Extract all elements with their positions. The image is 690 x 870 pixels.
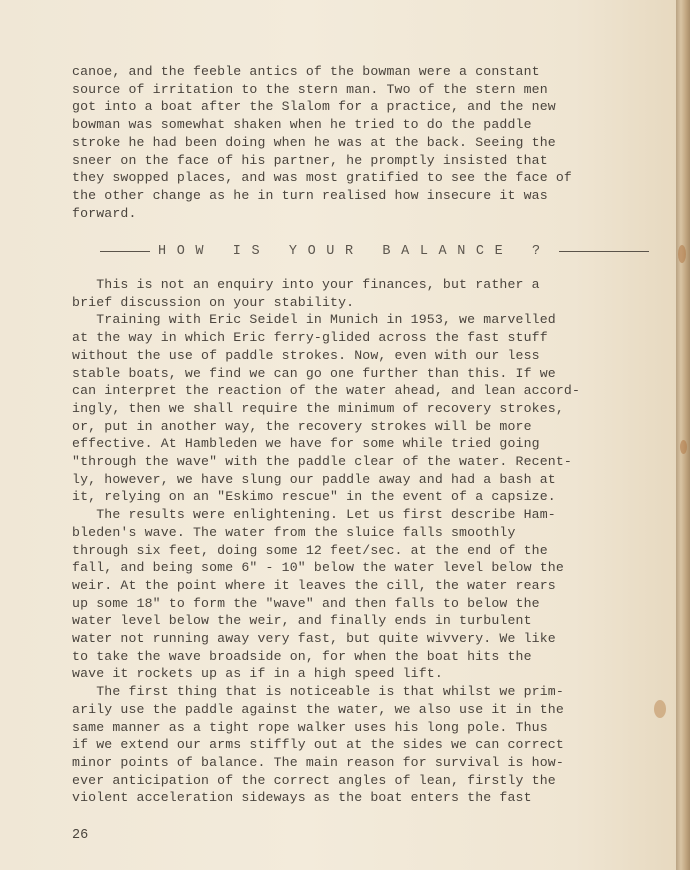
- text-line: it, relying on an "Eskimo rescue" in the event of a capsize.: [72, 489, 556, 505]
- text-line: ingly, then we shall require the minimum of recovery strokes,: [72, 400, 564, 416]
- text-line: the other change as he in turn realised how insecure it was: [72, 187, 548, 203]
- text-line: same manner as a tight rope walker uses his long pole. Thus: [72, 719, 548, 735]
- text-line: canoe, and the feeble antics of the bowman were a constant: [72, 64, 540, 79]
- heading-rule-left: [100, 251, 150, 252]
- stain-mark: [654, 700, 666, 718]
- text-line: through six feet, doing some 12 feet/sec. at the end of the: [72, 542, 548, 558]
- text-line: ever anticipation of the correct angles of lean, firstly the: [72, 772, 556, 788]
- text-line: up some 18" to form the "wave" and then falls to below the: [72, 595, 540, 611]
- text-line: sneer on the face of his partner, he promptly insisted that: [72, 152, 548, 168]
- text-line: Training with Eric Seidel in Munich in 1953, we marvelled: [72, 312, 556, 328]
- text-line: The first thing that is noticeable is that whilst we prim-: [72, 684, 564, 700]
- text-line: without the use of paddle strokes. Now, even with our less: [72, 347, 540, 363]
- section-heading: [100, 241, 625, 261]
- text-line: weir. At the point where it leaves the cill, the water rears: [72, 577, 556, 593]
- text-line: fall, and being some 6" - 10" below the water level below the: [72, 560, 564, 576]
- text-line: to take the wave broadside on, for when the boat hits the: [72, 648, 532, 664]
- text-line: ly, however, we have slung our paddle away and had a bash at: [72, 471, 556, 487]
- text-line: bowman was somewhat shaken when he tried to do the paddle: [72, 117, 532, 133]
- text-line: forward.: [72, 205, 137, 221]
- stain-mark: [678, 245, 686, 263]
- heading-text: HOW IS YOUR BALANCE ?: [158, 243, 551, 259]
- text-line: bleden's wave. The water from the sluice falls smoothly: [72, 524, 516, 540]
- text-line: or, put in another way, the recovery strokes will be more: [72, 418, 532, 434]
- text-line: stroke he had been doing when he was at the back. Seeing the: [72, 134, 556, 150]
- text-line: got into a boat after the Slalom for a practice, and the new: [72, 99, 556, 115]
- text-line: they swopped places, and was most gratified to see the face of: [72, 170, 572, 186]
- text-line: The results were enlightening. Let us first describe Ham-: [72, 507, 556, 523]
- text-line: can interpret the reaction of the water ahead, and lean accord-: [72, 383, 581, 399]
- text-line: violent acceleration sideways as the boat enters the fast: [72, 790, 532, 806]
- text-line: water not running away very fast, but quite wivvery. We like: [72, 631, 556, 646]
- text-line: wave it rockets up as if in a high speed lift.: [72, 666, 443, 682]
- page-number: 26: [72, 828, 89, 843]
- text-line: if we extend our arms stiffly out at the sides we can correct: [72, 737, 564, 753]
- stain-mark: [680, 440, 687, 454]
- text-line: minor points of balance. The main reason for survival is how-: [72, 754, 564, 770]
- heading-rule-right: [559, 251, 649, 252]
- text-line: stable boats, we find we can go one further than this. If we: [72, 365, 556, 381]
- text-line: at the way in which Eric ferry-glided across the fast stuff: [72, 330, 548, 346]
- text-line: "through the wave" with the paddle clear of the water. Recent-: [72, 454, 572, 469]
- text-line: source of irritation to the stern man. Two of the stern men: [72, 81, 548, 97]
- text-line: water level below the weir, and finally ends in turbulent: [72, 613, 532, 629]
- binding-edge: [676, 0, 690, 870]
- text-line: arily use the paddle against the water, we also use it in the: [72, 701, 564, 717]
- text-line: brief discussion on your stability.: [72, 294, 355, 310]
- text-line: effective. At Hambleden we have for some while tried going: [72, 436, 540, 452]
- text-line: This is not an enquiry into your finances, but rather a: [72, 277, 540, 292]
